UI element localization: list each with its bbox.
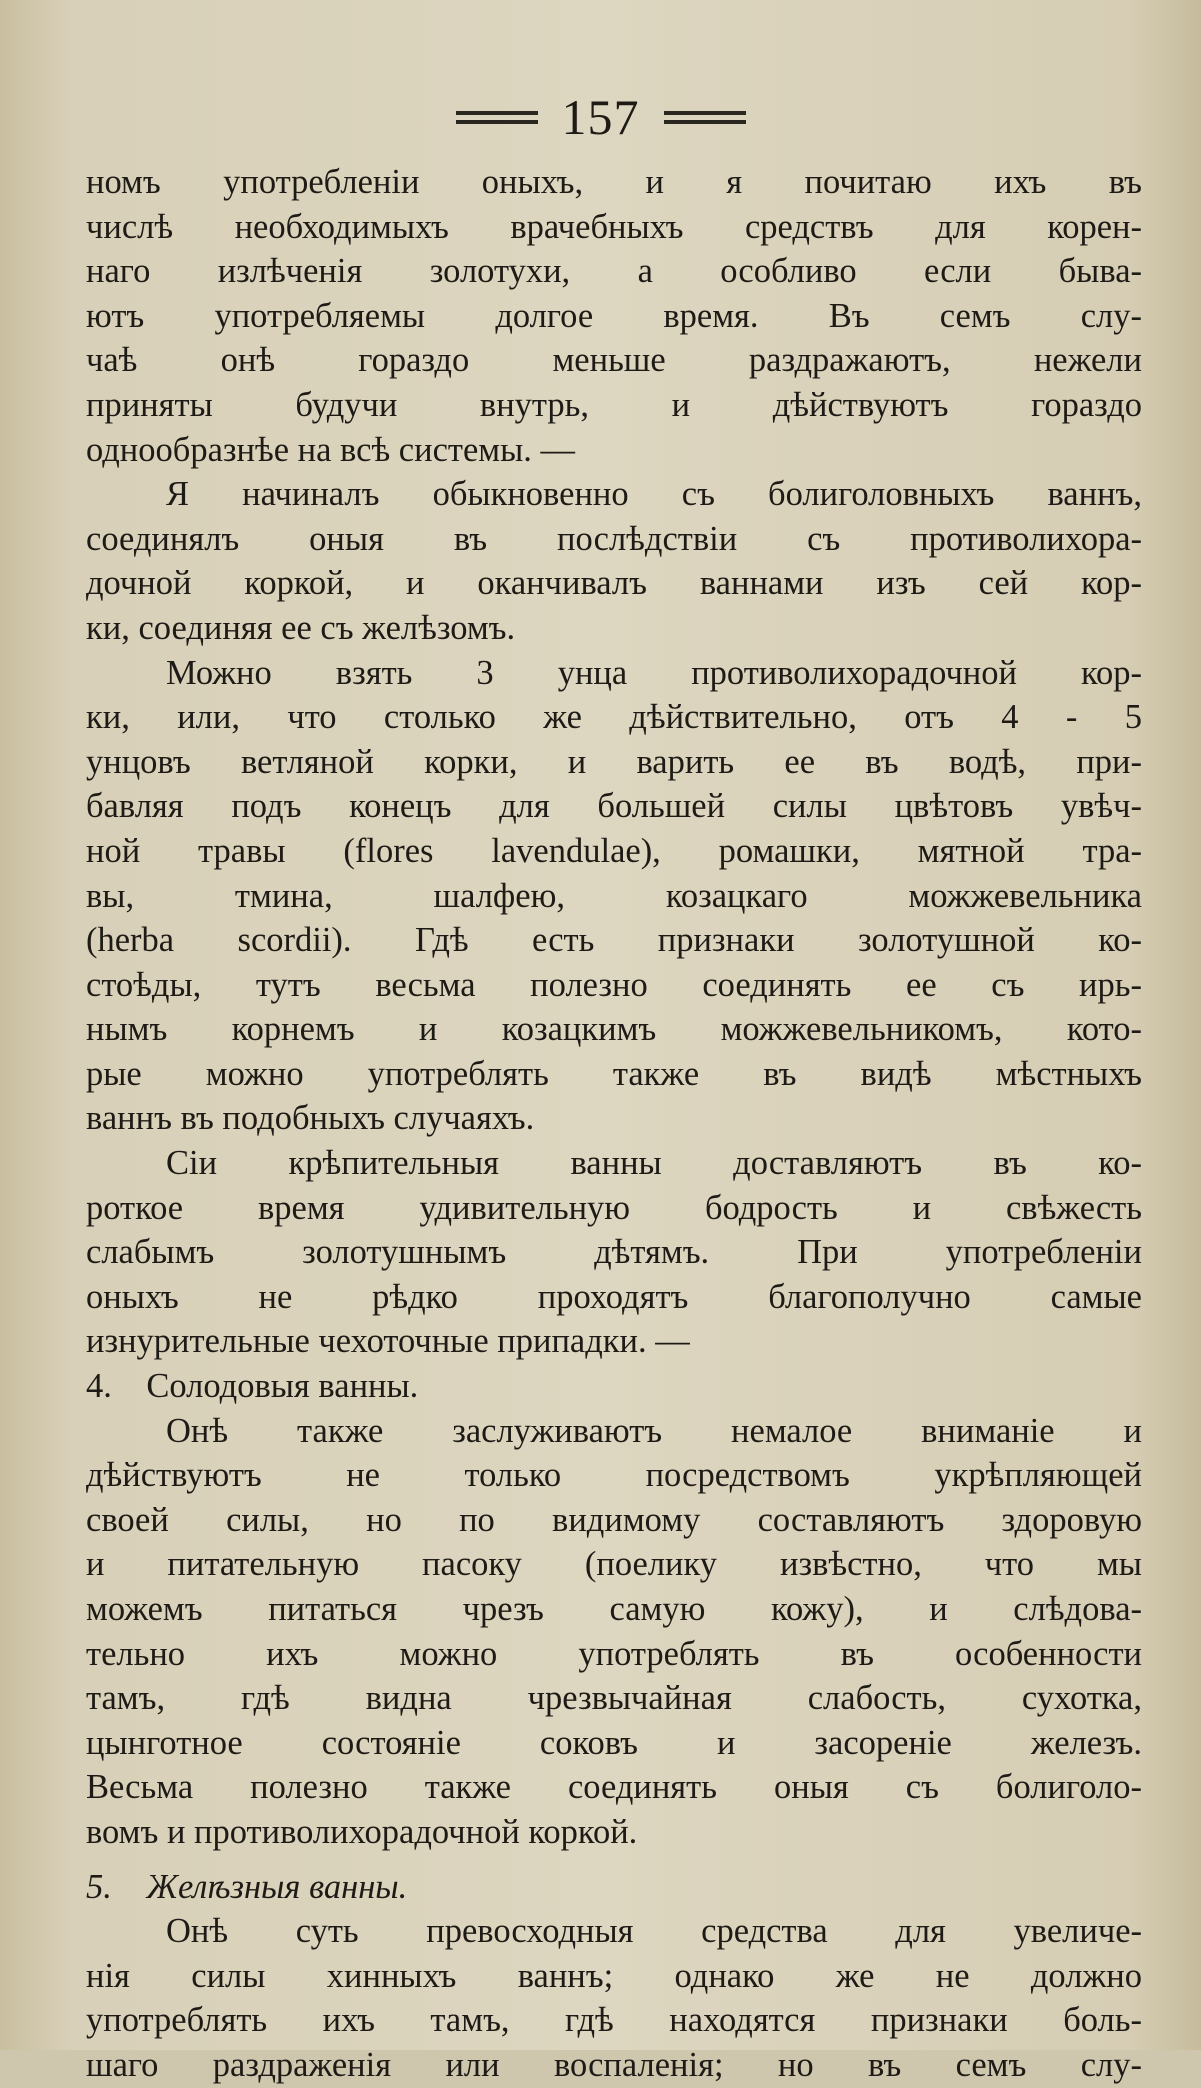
text-line: (herba scordii). Гдѣ есть признаки золотушной ко- (86, 921, 1142, 960)
text-line: Можно взять 3 унца противолихорадочной кор- (166, 653, 1142, 692)
text-line: изнурительные чехоточные припадки. — (86, 1322, 690, 1361)
text-line: чаѣ онѣ гораздо меньше раздражаютъ, нежели (86, 341, 1142, 380)
text-line: шаго раздраженія или воспаленія; но въ семъ слу- (86, 2045, 1142, 2084)
right-ornament-rule (664, 111, 746, 124)
text-line: Онѣ суть превосходныя средства для увеличе- (166, 1912, 1142, 1951)
text-line: приняты будучи внутрь, и дѣйствуютъ гораздо (86, 385, 1142, 424)
text-line: номъ употребленіи оныхъ, и я почитаю ихъ въ (86, 163, 1142, 201)
text-line: можемъ питаться чрезъ самую кожу), и слѣдова- (86, 1590, 1142, 1628)
page-number: 157 (561, 89, 640, 145)
section-heading: 4. Солодовыя ванны. (86, 1367, 419, 1406)
text-line: оныхъ не рѣдко проходятъ благополучно самые (86, 1277, 1142, 1316)
text-line: дѣйствуютъ не только посредствомъ укрѣпляющей (86, 1456, 1142, 1495)
text-line: употреблять ихъ тамъ, гдѣ находятся признаки боль- (86, 2001, 1142, 2040)
text-line: вы, тмина, шалфею, козацкаго можжевельника (86, 876, 1142, 915)
text-line: тамъ, гдѣ видна чрезвычайная слабость, сухотка, (86, 1679, 1142, 1718)
text-line: ки, соединяя ее съ желѣзомъ. (86, 608, 516, 647)
section-heading: 5. Желѣзныя ванны. (86, 1867, 408, 1906)
text-line: ваннъ въ подобныхъ случаяхъ. (86, 1099, 535, 1138)
text-line: числѣ необходимыхъ врачебныхъ средствъ для корен- (86, 207, 1142, 246)
text-line: своей силы, но по видимому составляютъ здоровую (86, 1500, 1142, 1539)
text-line: тельно ихъ можно употреблять въ особенности (86, 1634, 1142, 1673)
text-line: Сіи крѣпительныя ванны доставляютъ въ ко- (166, 1144, 1142, 1183)
text-line: наго излѣченія золотухи, а особливо если быва- (86, 252, 1142, 291)
page-header (0, 82, 1201, 152)
text-line: вомъ и противолихорадочной коркой. (86, 1812, 638, 1851)
text-line: нія силы хинныхъ ваннъ; однако же не должно (86, 1956, 1142, 1995)
text-line: бавляя подъ конецъ для большей силы цвѣтовъ увѣч- (86, 787, 1142, 826)
text-line: унцовъ ветляной корки, и варить ее въ водѣ, при- (86, 742, 1142, 781)
text-line: однообразнѣе на всѣ системы. — (86, 430, 576, 469)
text-line: слабымъ золотушнымъ дѣтямъ. При употребленіи (86, 1233, 1142, 1272)
text-line: ки, или, что столько же дѣйствительно, отъ 4 - 5 (86, 698, 1142, 737)
text-line: нымъ корнемъ и козацкимъ можжевельникомъ, кото- (86, 1010, 1142, 1049)
text-line: Я начиналъ обыкновенно съ болиголовныхъ ваннъ, (166, 475, 1142, 514)
text-line: рые можно употреблять также въ видѣ мѣстныхъ (86, 1054, 1142, 1093)
text-line: Онѣ также заслуживаютъ немалое вниманіе и (166, 1411, 1142, 1450)
body-text (86, 160, 1142, 2088)
text-line: дочной коркой, и оканчивалъ ваннами изъ сей кор- (86, 564, 1142, 603)
text-line: Весьма полезно также соединять оныя съ болиголо- (86, 1768, 1142, 1807)
text-line: соединялъ оныя въ послѣдствіи съ противолихора- (86, 519, 1142, 558)
text-line: роткое время удивительную бодрость и свѣжесть (86, 1188, 1142, 1227)
text-line: ной травы (flores lavendulae), ромашки, мятной тра- (86, 831, 1142, 870)
text-line: и питательную пасоку (поелику извѣстно, что мы (86, 1545, 1142, 1584)
text-line: цынготное состояніе соковъ и засореніе железъ. (86, 1723, 1142, 1762)
left-ornament-rule (456, 111, 538, 124)
text-line: ютъ употребляемы долгое время. Въ семъ слу- (86, 296, 1142, 335)
text-line: стоѣды, тутъ весьма полезно соединять ее съ ирь- (86, 965, 1142, 1004)
